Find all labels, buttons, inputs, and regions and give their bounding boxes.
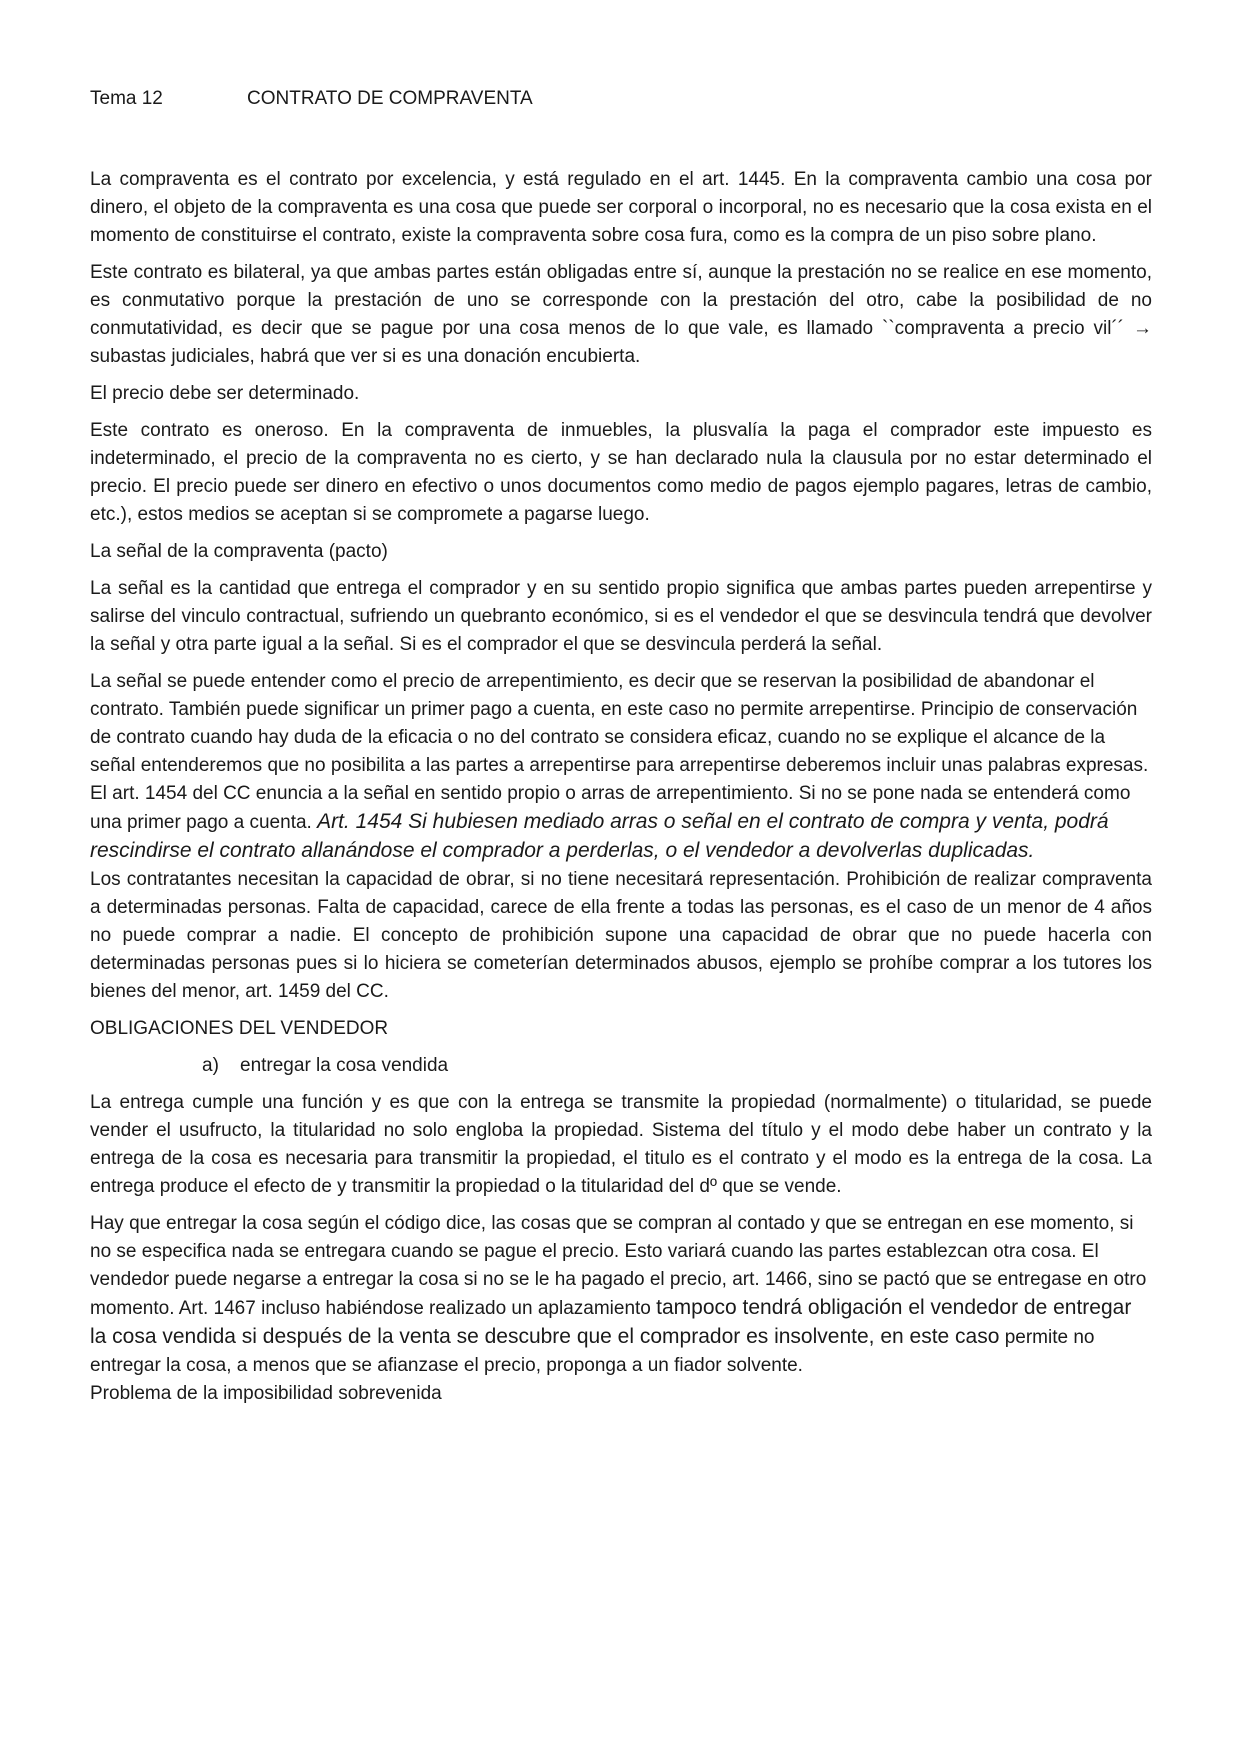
paragraph-delivery-rules-end: permite no entregar la cosa, a menos que se afianzase el precio, proponga a un fiador solvente. [90,1327,1095,1376]
article-1454-quote: Art. 1454 Si hubiesen mediado arras o señal en el contrato de compra y venta, podrá rescindirse el contrato allanándose el comprador a perderlas, o el vendedor a devolverlas duplicadas. [90,810,1109,862]
list-item [90,1052,1152,1080]
paragraph-capacity: Los contratantes necesitan la capacidad de obrar, si no tiene necesitará representación. Prohibición de realizar compraventa a determinadas personas. Falta de capacidad, carece de ella frente a todas las personas, es el caso de un menor de 4 años no puede comprar a nadie. El concepto de prohibición supone una capacidad de obrar que no puede hacerla con determinadas personas pues si lo hiciera se cometerían determinados abusos, ejemplo se prohíbe comprar a los tutores los bienes del menor, art. 1459 del CC. [90,869,1152,1002]
document-body [90,88,1152,1417]
document-title: CONTRATO DE COMPRAVENTA [247,88,533,109]
list-item-label: a) [202,1055,219,1076]
section-heading-obligations: OBLIGACIONES DEL VENDEDOR [90,1018,389,1039]
paragraph-senal: La señal es la cantidad que entrega el comprador y en su sentido propio significa que ambas partes pueden arrepentirse y salirse del vinculo contractual, sufriendo un quebranto económico, si es el vendedor el que se desvincula tendrá que devolver la señal y otra parte igual a la señal. Si es el comprador el que se desvincula perderá la señal. [90,578,1152,655]
document-header [90,88,1152,118]
section-heading-senal: La señal de la compraventa (pacto) [90,541,388,562]
paragraph-delivery: La entrega cumple una función y es que con la entrega se transmite la propiedad (normalmente) o titularidad, se puede vender el usufructo, la titularidad no solo engloba la propiedad. Sistema del título y el modo debe haber un contrato y la entrega de la cosa es necesaria para transmitir la propiedad, el titulo es el contrato y el modo es la entrega de la cosa. La entrega produce el efecto de y transmitir la propiedad o la titularidad del dº que se vende. [90,1092,1152,1197]
topic-number: Tema 12 [90,88,163,109]
article-1467-quote: tampoco tendrá obligación el vendedor de entregar la cosa vendida si después de la venta se descubre que el comprador es insolvente, en este caso [90,1296,1132,1348]
paragraph-price: El precio debe ser determinado. [90,383,360,404]
paragraph-delivery-rules-text: Hay que entregar la cosa según el código dice, las cosas que se compran al contado y que se entregan en ese momento, si no se especifica nada se entregara cuando se pague el precio. Esto variará cuando las partes establezcan otra cosa. El vendedor puede negarse a entregar la cosa si no se le ha pagado el precio, art. 1466, sino se pactó que se entregase en otro momento. Art. 1467 incluso habiéndose realizado un aplazamiento [90,1213,1147,1319]
paragraph-definition: La compraventa es el contrato por excelencia, y está regulado en el art. 1445. En la compraventa cambio una cosa por dinero, el objeto de la compraventa es una cosa que puede ser corporal o incorporal, no es necesario que la cosa exista en el momento de constituirse el contrato, existe la compraventa sobre cosa fura, como es la compra de un piso sobre plano. [90,169,1152,246]
paragraph-onerous: Este contrato es oneroso. En la compraventa de inmuebles, la plusvalía la paga el comprador este impuesto es indeterminado, el precio de la compraventa no es cierto, y se han declarado nula la clausula por no estar determinado el precio. El precio puede ser dinero en efectivo o unos documentos como medio de pagos ejemplo pagares, letras de cambio, etc.), estos medios se aceptan si se compromete a pagarse luego. [90,420,1152,525]
list-item-text: entregar la cosa vendida [240,1055,449,1076]
paragraph-arrepentimiento-text: La señal se puede entender como el precio de arrepentimiento, es decir que se reservan la posibilidad de abandonar el contrato. También puede significar un primer pago a cuenta, en este caso no permite arrepentirse. Principio de conservación de contrato cuando hay duda de la eficacia o no del contrato se considera eficaz, cuando no se explique el alcance de la señal entenderemos que no posibilita a las partes a arrepentirse para arrepentirse deberemos incluir unas palabras expresas. El art. 1454 del CC enuncia a la señal en sentido propio o arras de arrepentimiento. Si no se pone nada se entenderá como una primer pago a cuenta. [90,671,1149,833]
paragraph-delivery-rules [90,1210,1152,1380]
paragraph-impossibility: Problema de la imposibilidad sobrevenida [90,1383,442,1404]
paragraph-arrepentimiento [90,668,1152,866]
paragraph-bilateral: Este contrato es bilateral, ya que ambas partes están obligadas entre sí, aunque la prestación no se realice en ese momento, es conmutativo porque la prestación de uno se corresponde con la prestación del otro, cabe la posibilidad de no conmutatividad, es decir que se pague por una cosa menos de lo que vale, es llamado ``compraventa a precio vil´´ → subastas judiciales, habrá que ver si es una donación encubierta. [90,262,1152,367]
